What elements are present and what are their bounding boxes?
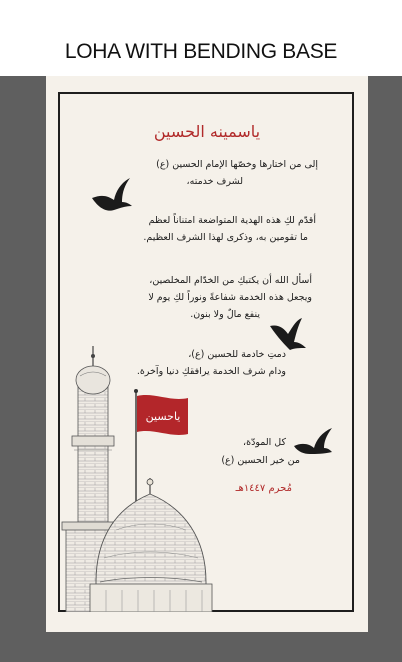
paragraph-3-line-2: ويجعل هذه الخدمة شفاعةً ونوراً لكِ يوم لا — [148, 292, 312, 303]
signature-line-1: كل المودّة، — [243, 437, 286, 448]
flag-text: ياحسين — [145, 410, 181, 423]
paragraph-3-line-3: ينفع مالٌ ولا بنون. — [190, 309, 260, 320]
bird-icon — [268, 316, 308, 356]
paragraph-3-line-1: أسأل الله أن يكتبكِ من الخدّام المخلصين، — [149, 275, 312, 286]
signature-line-2: من خير الحسين (ع) — [221, 455, 300, 466]
bird-icon — [292, 426, 334, 456]
paragraph-4-line-2: ودام شرف الخدمة يرافقكِ دنيا وآخرة. — [136, 366, 286, 377]
card-heading: ياسمينه الحسين — [153, 122, 261, 141]
signature-date: مُحرم ١٤٤٧هـ — [235, 483, 292, 494]
product-title: LOHA WITH BENDING BASE — [64, 40, 338, 63]
paragraph-4-line-1: دمتِ خادمة للحسين (ع)، — [188, 349, 286, 360]
paragraph-2-line-1: أقدّم لكِ هذه الهدية المتواضعة امتناناً لعظم — [148, 215, 316, 226]
paragraph-2-line-2: ما تقومين به، وذكرى لهذا الشرف العظيم. — [143, 232, 308, 243]
bird-icon — [90, 176, 134, 216]
shrine-illustration — [60, 332, 230, 612]
paragraph-1-line-2: لشرف خدمته، — [186, 176, 243, 187]
gift-card — [46, 76, 368, 632]
paragraph-1-line-1: إلى من اختارها وخصّها الإمام الحسين (ع) — [156, 159, 318, 170]
title-bar — [0, 0, 402, 76]
